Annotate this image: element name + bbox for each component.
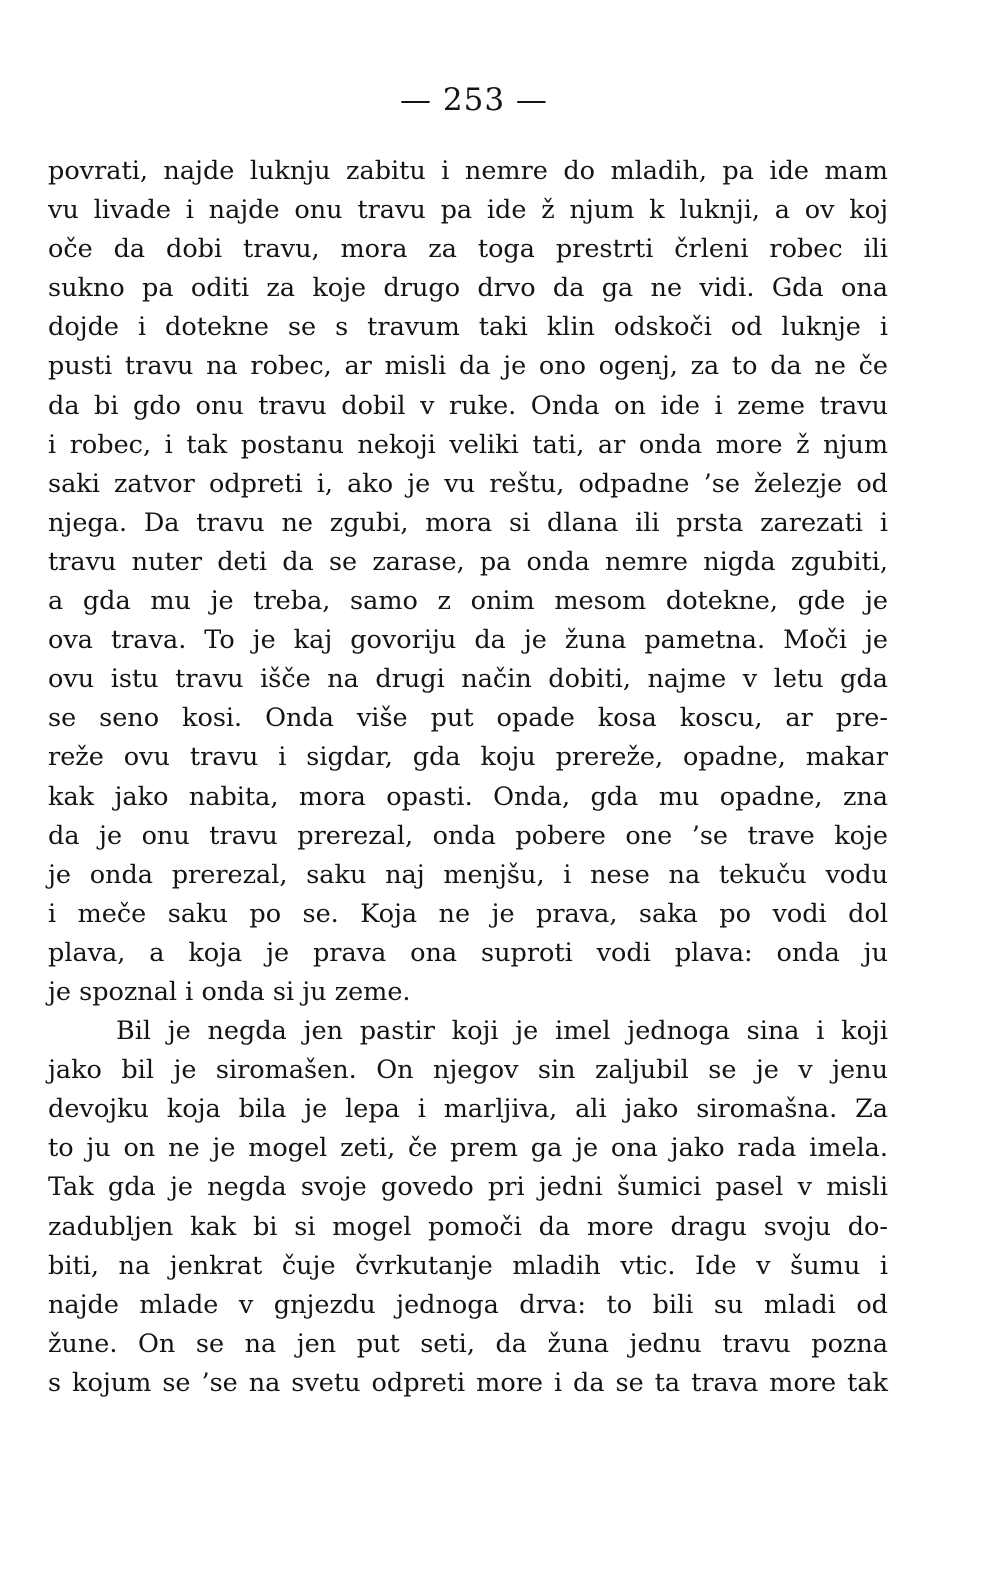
text-line: vu livade i najde onu travu pa ide ž njum k luknji, a ov koj bbox=[48, 195, 888, 226]
text-line: zadubljen kak bi si mogel pomoči da more dragu svoju do- bbox=[48, 1211, 888, 1242]
text-line: se seno kosi. Onda više put opade kosa koscu, ar pre- bbox=[48, 703, 888, 734]
text-line: plava, a koja je prava ona suproti vodi plava: onda ju bbox=[48, 937, 888, 968]
text-line: je onda prerezal, saku naj menjšu, i nese na tekuču vodu bbox=[48, 859, 888, 890]
text-line: biti, na jenkrat čuje čvrkutanje mladih vtic. Ide v šumu i bbox=[48, 1250, 888, 1281]
text-line: i meče saku po se. Koja ne je prava, saka po vodi dol bbox=[48, 898, 888, 929]
text-line: dojde i dotekne se s travum taki klin odskoči od luknje i bbox=[48, 312, 888, 343]
text-line: najde mlade v gnjezdu jednoga drva: to bili su mladi od bbox=[48, 1289, 888, 1320]
text-line: devojku koja bila je lepa i marljiva, ali jako siromašna. Za bbox=[48, 1094, 888, 1125]
text-line: povrati, najde luknju zabitu i nemre do mladih, pa ide mam bbox=[48, 156, 888, 186]
text-line: pusti travu na robec, ar misli da je ono ogenj, za to da ne če bbox=[48, 351, 888, 382]
paragraph-end-line: je spoznal i onda si ju zeme. bbox=[48, 976, 411, 1007]
body-text bbox=[48, 152, 888, 1403]
text-line: i robec, i tak postanu nekoji veliki tati, ar onda more ž njum bbox=[48, 429, 888, 460]
text-line: s kojum se ’se na svetu odpreti more i da se ta trava more tak bbox=[48, 1367, 888, 1398]
page-number: — 253 — bbox=[400, 82, 548, 118]
text-line: njega. Da travu ne zgubi, mora si dlana ili prsta zarezati i bbox=[48, 507, 888, 538]
text-line: to ju on ne je mogel zeti, če prem ga je ona jako rada imela. bbox=[48, 1133, 888, 1164]
text-line: kak jako nabita, mora opasti. Onda, gda mu opadne, zna bbox=[48, 781, 888, 812]
text-line: ova trava. To je kaj govoriju da je žuna pametna. Moči je bbox=[48, 625, 888, 656]
text-line: ovu istu travu išče na drugi način dobiti, najme v letu gda bbox=[48, 664, 888, 695]
text-line: saki zatvor odpreti i, ako je vu reštu, odpadne ’se železje od bbox=[48, 468, 888, 499]
text-line: sukno pa oditi za koje drugo drvo da ga ne vidi. Gda ona bbox=[48, 273, 888, 304]
text-line: Tak gda je negda svoje govedo pri jedni šumici pasel v misli bbox=[48, 1172, 888, 1203]
text-line: jako bil je siromašen. On njegov sin zaljubil se je v jenu bbox=[48, 1055, 888, 1086]
text-line: žune. On se na jen put seti, da žuna jednu travu pozna bbox=[48, 1328, 888, 1359]
text-line: da bi gdo onu travu dobil v ruke. Onda on ide i zeme travu bbox=[48, 390, 888, 421]
paragraph-start-line: Bil je negda jen pastir koji je imel jednoga sina i koji bbox=[116, 1016, 888, 1047]
text-line: a gda mu je treba, samo z onim mesom dotekne, gde je bbox=[48, 586, 888, 617]
text-line: reže ovu travu i sigdar, gda koju prereže, opadne, makar bbox=[48, 742, 888, 773]
text-line: travu nuter deti da se zarase, pa onda nemre nigda zgubiti, bbox=[48, 546, 888, 577]
text-line: da je onu travu prerezal, onda pobere one ’se trave koje bbox=[48, 820, 888, 851]
text-line: oče da dobi travu, mora za toga prestrti črleni robec ili bbox=[48, 234, 888, 265]
